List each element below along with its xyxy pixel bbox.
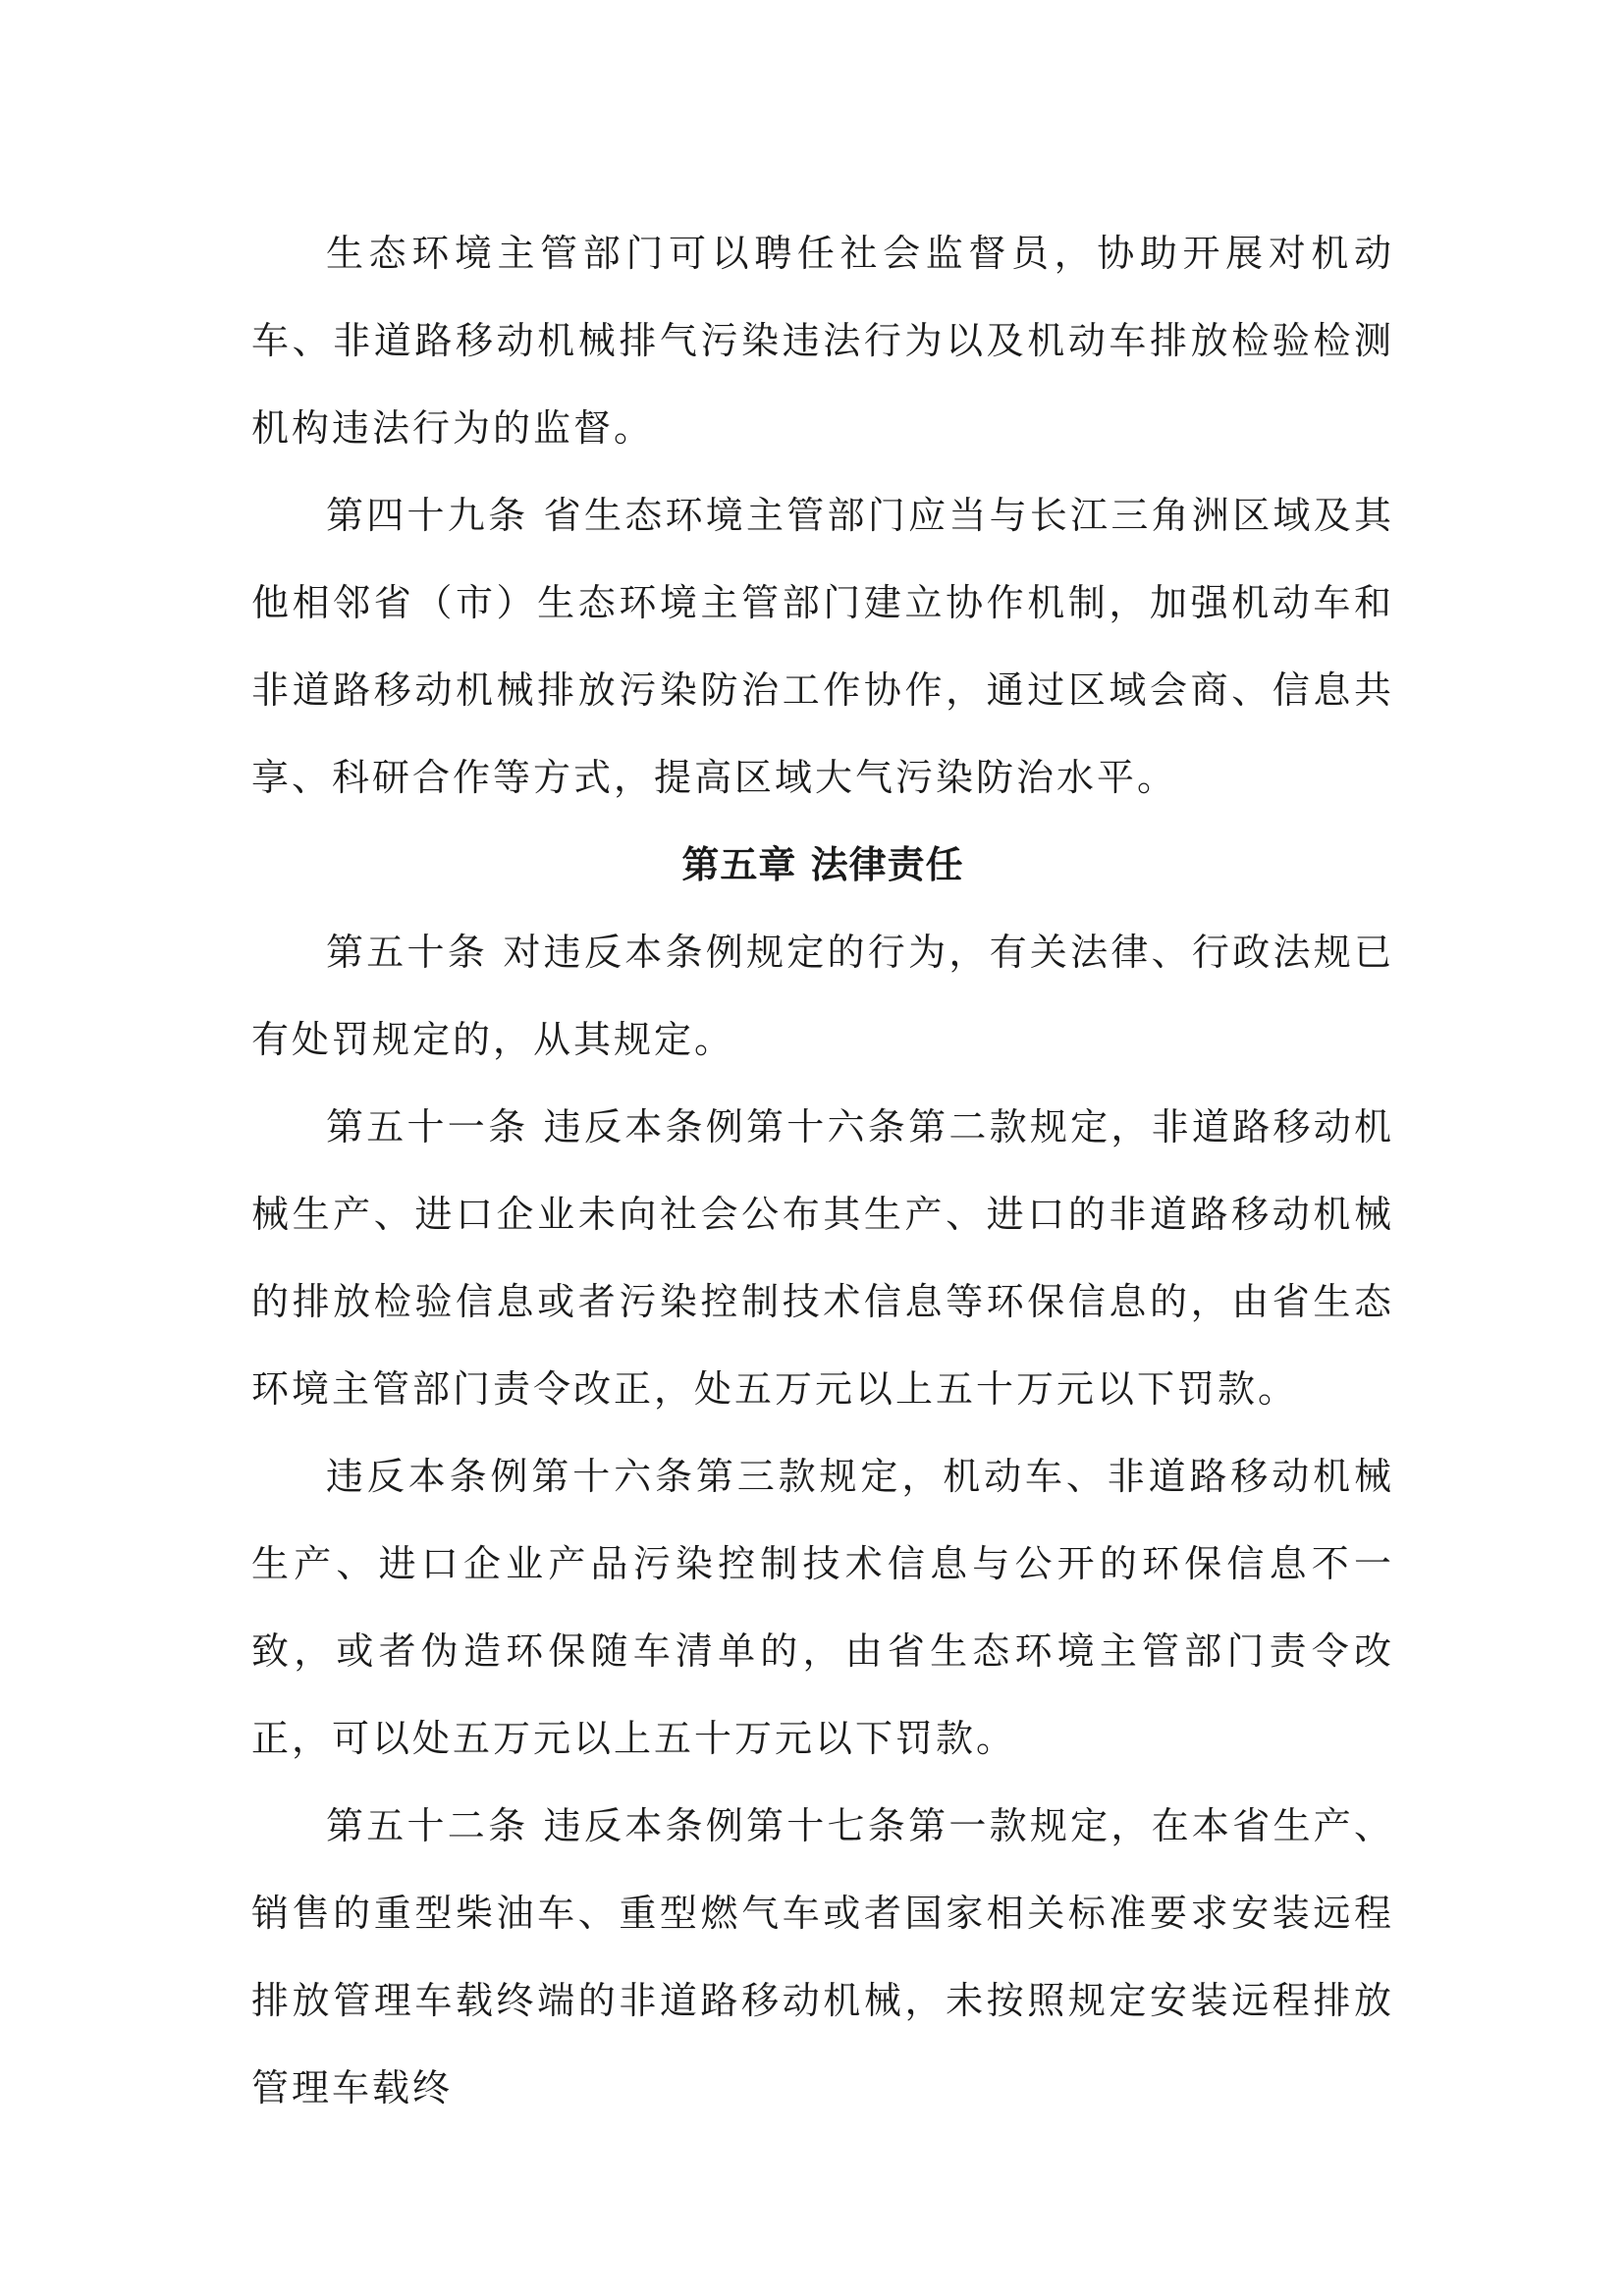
paragraph-social-supervisors: 生态环境主管部门可以聘任社会监督员，协助开展对机动车、非道路移动机械排气污染违法行为以及机动车排放检验检测机构违法行为的监督。: [251, 232, 1394, 450]
document-body: [251, 210, 1394, 2132]
chapter-heading: 第五章 法律责任: [681, 843, 964, 886]
paragraph-article-51-clause-2: 违反本条例第十六条第三款规定，机动车、非道路移动机械生产、进口企业产品污染控制技术信息与公开的环保信息不一致，或者伪造环保随车清单的，由省生态环境主管部门责令改正，可以处五万元以上五十万元以下罚款。: [251, 1455, 1394, 1760]
paragraph-article-51: 第五十一条 违反本条例第十六条第二款规定，非道路移动机械生产、进口企业未向社会公布其生产、进口的非道路移动机械的排放检验信息或者污染控制技术信息等环保信息的，由省生态环境主管部门责令改正，处五万元以上五十万元以下罚款。: [251, 1105, 1394, 1411]
paragraph-article-49: 第四十九条 省生态环境主管部门应当与长江三角洲区域及其他相邻省（市）生态环境主管部门建立协作机制，加强机动车和非道路移动机械排放污染防治工作协作，通过区域会商、信息共享、科研合作等方式，提高区域大气污染防治水平。: [251, 494, 1394, 799]
paragraph-article-52: 第五十二条 违反本条例第十七条第一款规定，在本省生产、销售的重型柴油车、重型燃气车或者国家相关标准要求安装远程排放管理车载终端的非道路移动机械，未按照规定安装远程排放管理车载终: [251, 1804, 1394, 2109]
paragraph-article-50: 第五十条 对违反本条例规定的行为，有关法律、行政法规已有处罚规定的，从其规定。: [251, 931, 1394, 1061]
